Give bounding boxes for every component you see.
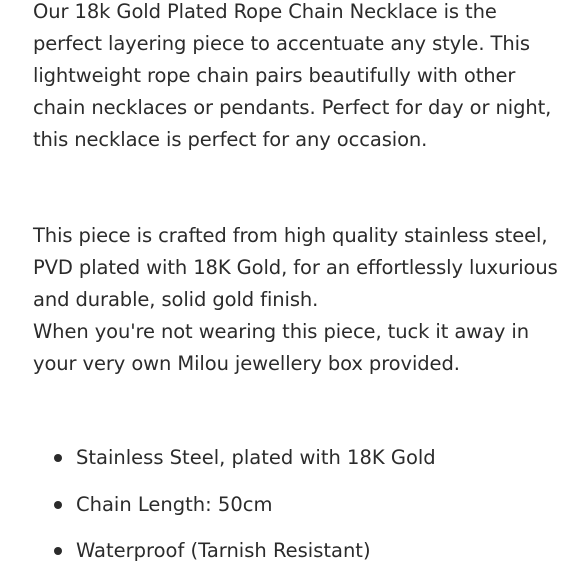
feature-list-item	[33, 489, 573, 521]
feature-text: Stainless Steel, plated with 18K Gold	[76, 446, 436, 469]
description-line: lightweight rope chain pairs beautifully with other	[33, 64, 516, 87]
description-line: your very own Milou jewellery box provided.	[33, 352, 460, 375]
paragraph-spacer	[33, 156, 573, 220]
description-line: chain necklaces or pendants. Perfect for day or night,	[33, 96, 552, 119]
paragraph-spacer	[33, 380, 573, 442]
description-line: PVD plated with 18K Gold, for an effortlessly luxurious	[33, 256, 558, 279]
feature-list-item	[33, 442, 573, 474]
description-line: perfect layering piece to accentuate any style. This	[33, 32, 530, 55]
feature-text: Chain Length: 50cm	[76, 492, 273, 516]
bullet-icon	[54, 454, 62, 462]
description-line: and durable, solid gold finish.	[33, 288, 319, 311]
description-line: Our 18k Gold Plated Rope Chain Necklace is the	[33, 0, 497, 23]
bullet-icon	[54, 501, 62, 509]
description-paragraph-intro	[33, 0, 573, 156]
product-description	[33, 0, 573, 582]
description-line: This piece is crafted from high quality stainless steel,	[33, 224, 548, 247]
feature-list	[33, 442, 573, 567]
bullet-icon	[54, 547, 62, 555]
feature-list-item	[33, 535, 573, 567]
description-paragraph-materials	[33, 220, 573, 380]
feature-text: Waterproof (Tarnish Resistant)	[76, 539, 371, 562]
description-line: When you're not wearing this piece, tuck it away in	[33, 320, 529, 343]
description-line: this necklace is perfect for any occasion.	[33, 128, 428, 151]
